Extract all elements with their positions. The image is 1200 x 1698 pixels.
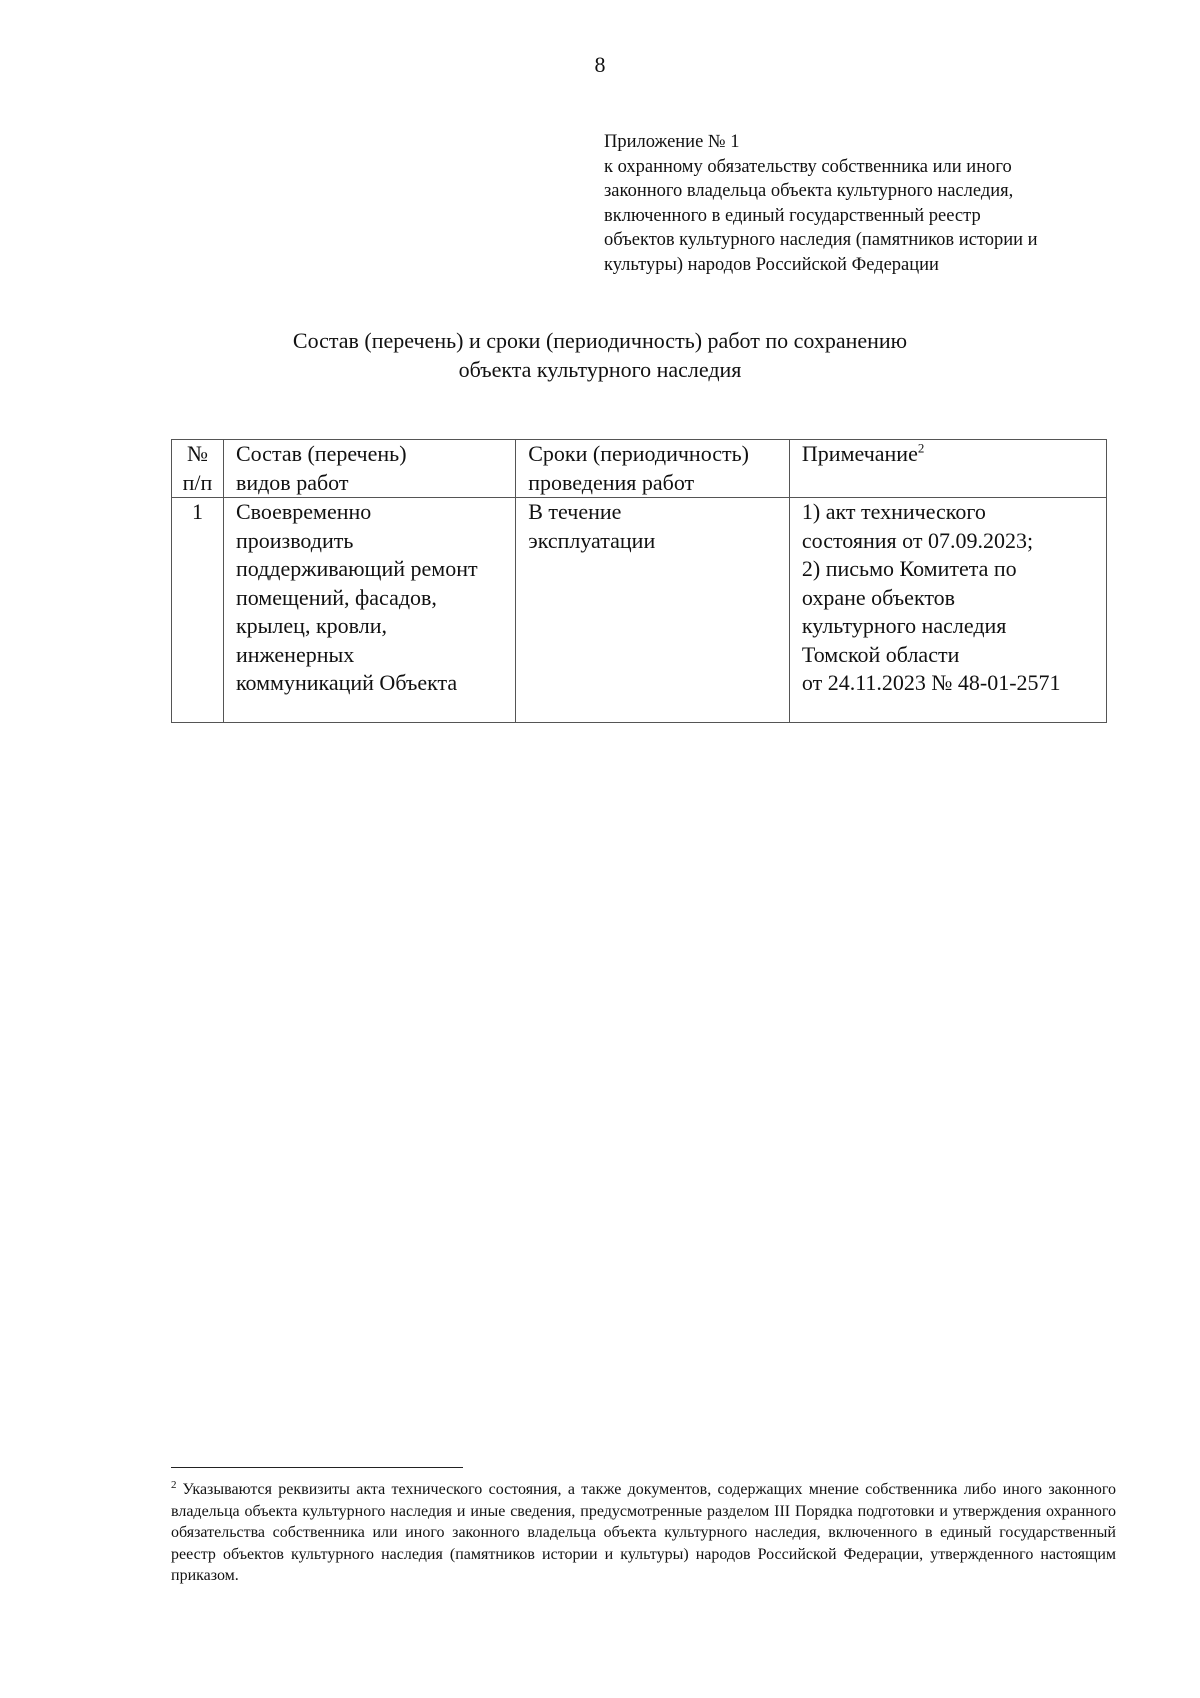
header-num-line: п/п xyxy=(182,469,213,495)
appendix-line: объектов культурного наследия (памятников истории и xyxy=(604,230,1038,250)
header-terms-line: Сроки (периодичность) xyxy=(528,441,749,466)
header-composition-line: Состав (перечень) xyxy=(235,441,407,466)
header-num-line: № xyxy=(186,441,208,466)
note-line: 1) акт технического xyxy=(801,499,986,524)
note-line: культурного наследия xyxy=(801,613,1007,638)
header-note-label: Примечание xyxy=(801,441,918,466)
appendix-line: культуры) народов Российской Федерации xyxy=(604,254,939,275)
document-title xyxy=(0,326,1200,384)
note-line: состояния от 07.09.2023; xyxy=(801,527,1034,553)
header-num xyxy=(172,440,224,498)
footnote xyxy=(171,1479,1116,1587)
appendix-line: к охранному обязательству собственника или иного xyxy=(604,156,1012,177)
row-composition xyxy=(223,498,515,723)
footnote-text: Указываются реквизиты акта технического состояния, а также документов, содержащих мнение собственника либо иного законного владельца объекта культурного наследия и иные сведения, предусмотренные разделом III Порядка подготовки и утверждения охранного обязательства собственника или иного законного владельца объекта культурного наследия, включенного в единый государственный реестр объектов культурного наследия (памятников истории и культуры) народов Российской Федерации, утвержденного настоящим приказом. xyxy=(171,1481,1116,1584)
page-number: 8 xyxy=(594,52,606,77)
composition-line: производить xyxy=(235,527,354,553)
row-terms xyxy=(516,498,790,723)
table-header-row xyxy=(172,440,1107,498)
composition-line: крылец, кровли, xyxy=(235,613,387,638)
header-composition xyxy=(223,440,515,498)
appendix-line: Приложение № 1 xyxy=(604,132,740,152)
row-num xyxy=(172,498,224,723)
composition-line: коммуникаций Объекта xyxy=(235,670,458,695)
table-row xyxy=(172,498,1107,723)
footnote-divider xyxy=(171,1467,463,1468)
header-note xyxy=(789,440,1106,498)
composition-line: инженерных xyxy=(235,641,355,667)
header-terms xyxy=(516,440,790,498)
composition-line: поддерживающий ремонт xyxy=(235,556,478,581)
works-table xyxy=(171,439,1107,723)
footnote-reference: 2 xyxy=(917,440,925,456)
appendix-header xyxy=(604,130,1104,277)
appendix-line: включенного в единый государственный реестр xyxy=(604,205,981,226)
footnote-mark: 2 xyxy=(171,1478,177,1491)
row-num-value: 1 xyxy=(191,499,203,524)
header-terms-line: проведения работ xyxy=(528,469,695,495)
terms-line: эксплуатации xyxy=(528,527,656,553)
row-note xyxy=(789,498,1106,723)
header-composition-line: видов работ xyxy=(235,469,349,495)
composition-line: Своевременно xyxy=(235,499,372,524)
title-line-2: объекта культурного наследия xyxy=(458,357,742,382)
note-line: от 24.11.2023 № 48-01-2571 xyxy=(801,670,1061,695)
note-line: охране объектов xyxy=(801,584,956,610)
appendix-line: законного владельца объекта культурного наследия, xyxy=(604,181,1014,201)
note-line: Томской области xyxy=(801,641,960,667)
composition-line: помещений, фасадов, xyxy=(235,584,437,610)
note-line: 2) письмо Комитета по xyxy=(801,556,1017,581)
terms-line: В течение xyxy=(528,499,622,524)
title-line-1: Состав (перечень) и сроки (периодичность) работ по сохранению xyxy=(292,328,908,353)
